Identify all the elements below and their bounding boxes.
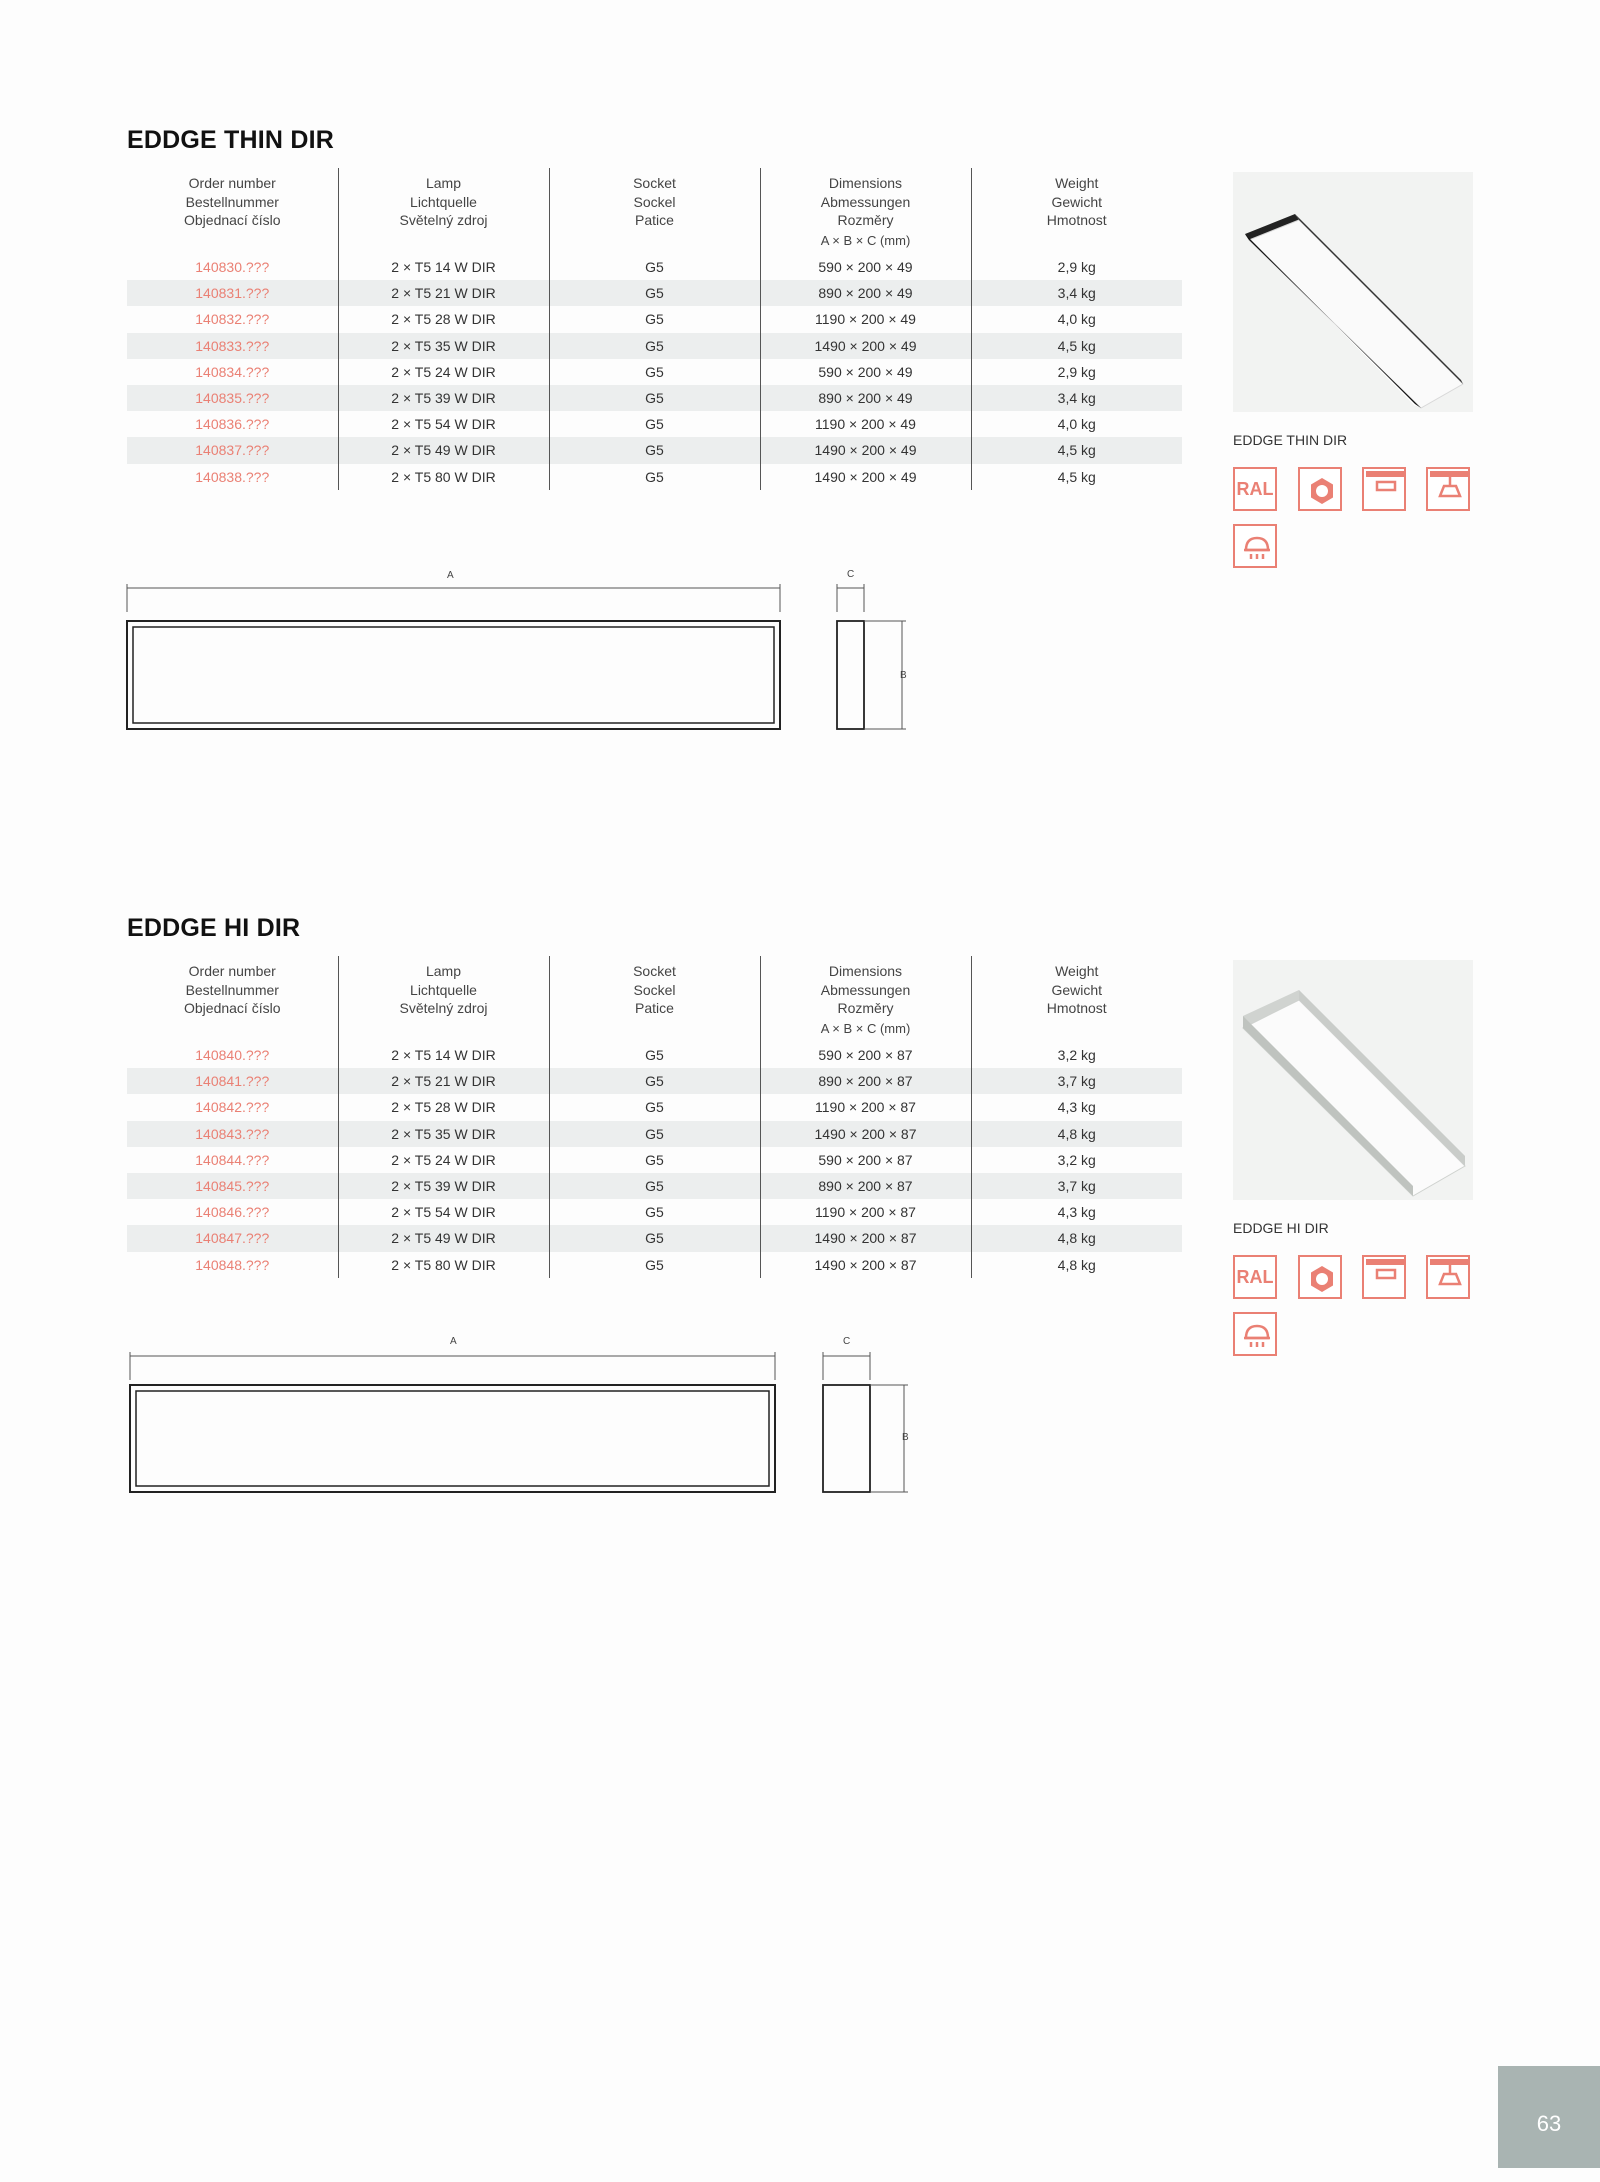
section-title: EDDGE HI DIR <box>127 914 301 942</box>
order-number-cell: 140833.??? <box>127 333 338 359</box>
socket-cell: G5 <box>549 411 760 437</box>
dimensions-cell: 1490 × 200 × 87 <box>760 1225 971 1251</box>
table-row <box>127 464 1182 490</box>
emergency-module-icon <box>1233 524 1277 568</box>
weight-cell: 4,0 kg <box>1057 416 1096 433</box>
order-number-cell: 140846.??? <box>127 1199 338 1225</box>
dim-label-c: C <box>843 1336 851 1347</box>
order-number-cell: 140835.??? <box>127 385 338 411</box>
table-row <box>127 1147 1182 1173</box>
weight-cell: 3,7 kg <box>971 1068 1182 1094</box>
emergency-module-icon <box>1233 1312 1277 1356</box>
weight-cell: 2,9 kg <box>1057 363 1096 380</box>
dimension-drawing <box>120 568 920 743</box>
order-number-cell: 140848.??? <box>127 1252 338 1278</box>
socket-cell: G5 <box>549 1068 760 1094</box>
order-number-cell: 140841.??? <box>127 1068 338 1094</box>
socket-cell: G5 <box>549 333 760 359</box>
header-dimensions: Dimensions Abmessungen Rozměry <box>760 168 971 232</box>
lamp-cell: 2 × T5 54 W DIR <box>338 411 549 437</box>
header-order: Order number Bestellnummer Objednací číslo <box>127 956 338 1020</box>
header-order: Order number Bestellnummer Objednací číslo <box>127 168 338 232</box>
product-label: EDDGE THIN DIR <box>1233 432 1348 448</box>
dimensions-cell: 1190 × 200 × 87 <box>760 1199 971 1225</box>
lamp-cell: 2 × T5 24 W DIR <box>338 359 549 385</box>
lamp-cell: 2 × T5 49 W DIR <box>338 1225 549 1251</box>
page-number: 63 <box>1498 2066 1600 2168</box>
order-number-cell: 140837.??? <box>127 437 338 463</box>
weight-cell: 3,4 kg <box>971 280 1182 306</box>
header-dim-units: A × B × C (mm) <box>760 232 971 254</box>
weight-cell: 2,9 kg <box>1057 259 1096 276</box>
hexagon-nut-icon <box>1298 1255 1342 1299</box>
dim-label-a: A <box>450 1336 457 1347</box>
table-row <box>127 1042 1182 1068</box>
weight-cell: 4,3 kg <box>1057 1099 1096 1116</box>
order-number-cell: 140845.??? <box>127 1173 338 1199</box>
dimensions-cell: 890 × 200 × 87 <box>760 1173 971 1199</box>
table-row <box>127 1068 1182 1094</box>
order-number-cell: 140844.??? <box>127 1147 338 1173</box>
socket-cell: G5 <box>549 306 760 332</box>
dimensions-cell: 890 × 200 × 87 <box>760 1068 971 1094</box>
weight-cell: 4,8 kg <box>1057 1256 1096 1273</box>
weight-cell: 4,3 kg <box>1057 1204 1096 1221</box>
dim-label-a: A <box>447 570 454 581</box>
dim-label-b: B <box>902 1432 909 1443</box>
order-number-cell: 140830.??? <box>127 254 338 280</box>
order-number-cell: 140836.??? <box>127 411 338 437</box>
weight-cell: 4,5 kg <box>1057 468 1096 485</box>
header-socket: Socket Sockel Patice <box>549 956 760 1020</box>
dimensions-cell: 1190 × 200 × 49 <box>760 306 971 332</box>
dimension-drawing <box>120 1332 920 1507</box>
socket-cell: G5 <box>549 359 760 385</box>
dimensions-cell: 1490 × 200 × 87 <box>760 1252 971 1278</box>
socket-cell: G5 <box>549 437 760 463</box>
order-number-cell: 140832.??? <box>127 306 338 332</box>
hexagon-nut-icon <box>1298 467 1342 511</box>
dimensions-cell: 1490 × 200 × 49 <box>760 333 971 359</box>
header-dimensions: Dimensions Abmessungen Rozměry <box>760 956 971 1020</box>
dimensions-cell: 590 × 200 × 49 <box>760 254 971 280</box>
surface-mount-icon <box>1362 1255 1406 1299</box>
lamp-cell: 2 × T5 39 W DIR <box>338 1173 549 1199</box>
dim-label-b: B <box>900 670 907 681</box>
ral-icon: RAL <box>1233 467 1277 511</box>
table-row <box>127 1094 1182 1120</box>
table-row <box>127 1225 1182 1251</box>
socket-cell: G5 <box>549 254 760 280</box>
weight-cell: 3,4 kg <box>971 385 1182 411</box>
table-row <box>127 333 1182 359</box>
spec-rows <box>127 254 1182 490</box>
surface-mount-icon <box>1362 467 1406 511</box>
lamp-cell: 2 × T5 21 W DIR <box>338 280 549 306</box>
spec-table <box>127 168 1182 490</box>
socket-cell: G5 <box>549 1121 760 1147</box>
socket-cell: G5 <box>549 385 760 411</box>
dimensions-cell: 890 × 200 × 49 <box>760 385 971 411</box>
weight-cell: 3,7 kg <box>971 1173 1182 1199</box>
lamp-cell: 2 × T5 35 W DIR <box>338 333 549 359</box>
dimensions-cell: 590 × 200 × 87 <box>760 1042 971 1068</box>
dimensions-cell: 590 × 200 × 87 <box>760 1147 971 1173</box>
weight-cell: 4,8 kg <box>971 1225 1182 1251</box>
header-lamp: Lamp Lichtquelle Světelný zdroj <box>338 956 549 1020</box>
suspended-mount-icon <box>1426 1255 1470 1299</box>
lamp-cell: 2 × T5 80 W DIR <box>338 1252 549 1278</box>
section-title: EDDGE THIN DIR <box>127 126 334 154</box>
lamp-cell: 2 × T5 28 W DIR <box>338 306 549 332</box>
lamp-cell: 2 × T5 80 W DIR <box>338 464 549 490</box>
lamp-cell: 2 × T5 14 W DIR <box>338 1042 549 1068</box>
ral-icon: RAL <box>1233 1255 1277 1299</box>
lamp-cell: 2 × T5 21 W DIR <box>338 1068 549 1094</box>
dimensions-cell: 1190 × 200 × 49 <box>760 411 971 437</box>
dimensions-cell: 1490 × 200 × 49 <box>760 437 971 463</box>
dimensions-cell: 590 × 200 × 49 <box>760 359 971 385</box>
table-row <box>127 1173 1182 1199</box>
order-number-cell: 140834.??? <box>127 359 338 385</box>
table-row <box>127 411 1182 437</box>
weight-cell: 4,8 kg <box>971 1121 1182 1147</box>
table-row <box>127 1252 1182 1278</box>
socket-cell: G5 <box>549 464 760 490</box>
lamp-cell: 2 × T5 14 W DIR <box>338 254 549 280</box>
table-row <box>127 359 1182 385</box>
order-number-cell: 140840.??? <box>127 1042 338 1068</box>
dimensions-cell: 1190 × 200 × 87 <box>760 1094 971 1120</box>
lamp-cell: 2 × T5 28 W DIR <box>338 1094 549 1120</box>
suspended-mount-icon <box>1426 467 1470 511</box>
table-row <box>127 385 1182 411</box>
weight-cell: 3,2 kg <box>1057 1151 1096 1168</box>
weight-cell: 4,5 kg <box>971 333 1182 359</box>
lamp-cell: 2 × T5 49 W DIR <box>338 437 549 463</box>
lamp-cell: 2 × T5 35 W DIR <box>338 1121 549 1147</box>
spec-rows <box>127 1042 1182 1278</box>
header-weight: Weight Gewicht Hmotnost <box>1046 963 1107 1016</box>
dimensions-cell: 890 × 200 × 49 <box>760 280 971 306</box>
weight-cell: 4,0 kg <box>1057 311 1096 328</box>
order-number-cell: 140843.??? <box>127 1121 338 1147</box>
table-row <box>127 1199 1182 1225</box>
socket-cell: G5 <box>549 1042 760 1068</box>
table-row <box>127 306 1182 332</box>
table-row <box>127 1121 1182 1147</box>
weight-cell: 4,5 kg <box>971 437 1182 463</box>
socket-cell: G5 <box>549 1094 760 1120</box>
spec-table <box>127 956 1182 1278</box>
lamp-cell: 2 × T5 39 W DIR <box>338 385 549 411</box>
dim-label-c: C <box>847 569 855 580</box>
table-row <box>127 280 1182 306</box>
product-image <box>1233 960 1473 1200</box>
dimensions-cell: 1490 × 200 × 87 <box>760 1121 971 1147</box>
socket-cell: G5 <box>549 1173 760 1199</box>
socket-cell: G5 <box>549 1147 760 1173</box>
table-row <box>127 437 1182 463</box>
lamp-cell: 2 × T5 54 W DIR <box>338 1199 549 1225</box>
header-dim-units: A × B × C (mm) <box>760 1020 971 1042</box>
socket-cell: G5 <box>549 1199 760 1225</box>
weight-cell: 3,2 kg <box>1057 1047 1096 1064</box>
product-label: EDDGE HI DIR <box>1233 1220 1329 1236</box>
product-image <box>1233 172 1473 412</box>
socket-cell: G5 <box>549 280 760 306</box>
lamp-cell: 2 × T5 24 W DIR <box>338 1147 549 1173</box>
order-number-cell: 140838.??? <box>127 464 338 490</box>
order-number-cell: 140847.??? <box>127 1225 338 1251</box>
socket-cell: G5 <box>549 1252 760 1278</box>
header-lamp: Lamp Lichtquelle Světelný zdroj <box>338 168 549 232</box>
socket-cell: G5 <box>549 1225 760 1251</box>
order-number-cell: 140831.??? <box>127 280 338 306</box>
table-row <box>127 254 1182 280</box>
dimensions-cell: 1490 × 200 × 49 <box>760 464 971 490</box>
header-socket: Socket Sockel Patice <box>549 168 760 232</box>
header-weight: Weight Gewicht Hmotnost <box>1046 175 1107 228</box>
order-number-cell: 140842.??? <box>127 1094 338 1120</box>
